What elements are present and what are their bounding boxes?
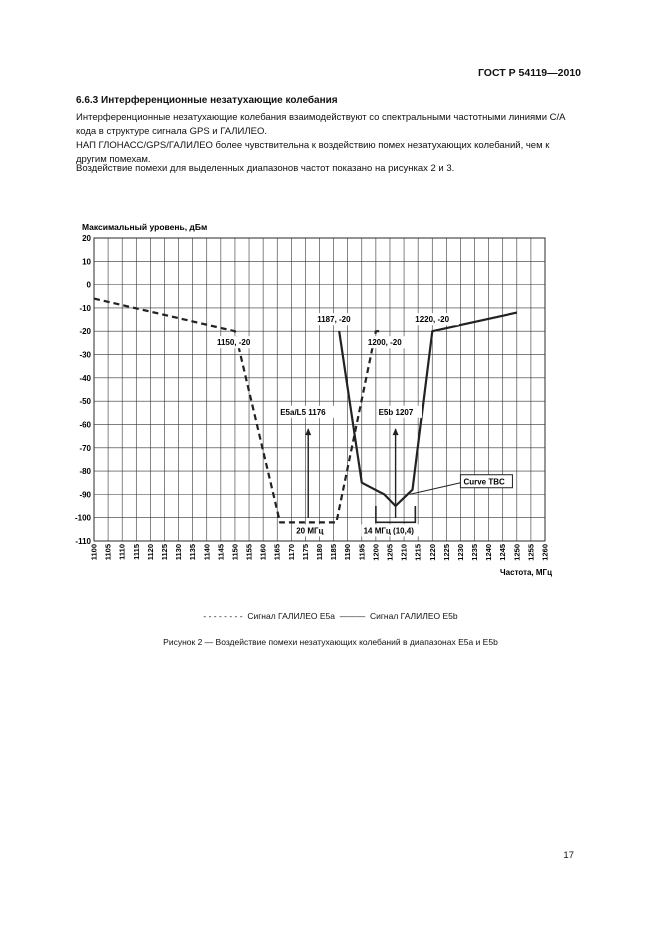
x-tick-label: 1120	[145, 544, 155, 561]
x-tick-label: 1125	[159, 544, 169, 561]
x-tick-label: 1185	[329, 544, 339, 561]
x-tick-label: 1245	[498, 544, 508, 561]
x-tick-label: 1250	[512, 544, 522, 561]
y-tick-label: 0	[86, 280, 91, 290]
y-tick-label: -100	[74, 513, 91, 523]
x-tick-label: 1140	[202, 544, 212, 561]
annotation-label: 1220, -20	[415, 315, 450, 325]
x-tick-label: 1105	[103, 544, 113, 561]
x-tick-label: 1260	[540, 544, 550, 561]
annotation-label: E5b 1207	[378, 407, 414, 417]
curve-tbc-pointer	[410, 483, 461, 495]
annotation-label: 1200, -20	[367, 338, 402, 348]
x-tick-label: 1100	[89, 544, 99, 561]
x-tick-label: 1130	[174, 544, 184, 561]
figure-caption: Рисунок 2 — Воздействие помехи незатухающих колебаний в диапазонах E5a и E5b	[163, 637, 498, 647]
x-tick-label: 1205	[385, 544, 395, 561]
x-tick-label: 1225	[441, 544, 451, 561]
x-tick-label: 1145	[216, 544, 226, 561]
x-tick-label: 1180	[315, 544, 324, 561]
y-axis-label: Максимальный уровень, дБм	[82, 222, 208, 232]
section-heading: 6.6.3 Интерференционные незатухающие колебания	[76, 95, 338, 106]
x-tick-label: 1160	[258, 544, 268, 561]
legend-solid-marker: ———	[339, 611, 366, 621]
chart-annotations	[215, 313, 513, 536]
annotation-label: E5a/L5 1176	[280, 407, 326, 417]
annotation-label: 20 МГц	[296, 526, 324, 536]
paragraph-1: Интерференционные незатухающие колебания взаимодействуют со спектральными частотными линиями C/A кода в структуре сигнала GPS и ГАЛИЛЕО.	[76, 112, 565, 137]
chart-ticks	[75, 234, 550, 561]
x-tick-label: 1175	[300, 544, 310, 561]
annotation-label: 14 МГц (10,4)	[363, 526, 414, 536]
x-tick-label: 1255	[526, 544, 536, 561]
e5b-center-arrow-head	[393, 428, 399, 435]
x-tick-label: 1240	[484, 544, 494, 561]
x-tick-label: 1210	[399, 544, 409, 561]
x-tick-label: 1235	[470, 544, 480, 561]
y-tick-label: -80	[79, 467, 91, 477]
x-tick-label: 1230	[455, 544, 465, 561]
y-tick-label: -60	[79, 420, 91, 430]
y-tick-label: -90	[79, 490, 91, 500]
x-axis-label: Частота, МГц	[500, 568, 552, 577]
page-number: 17	[563, 850, 574, 861]
chart-grid	[94, 238, 545, 541]
annotation-label: 1150, -20	[216, 338, 251, 348]
x-tick-label: 1200	[371, 544, 381, 561]
x-tick-label: 1195	[357, 544, 367, 561]
y-tick-label: 10	[82, 257, 91, 267]
y-tick-label: -30	[79, 350, 91, 360]
y-tick-label: -10	[79, 303, 91, 313]
y-tick-label: -110	[75, 537, 91, 546]
annotation-label: 1187, -20	[317, 315, 351, 325]
x-tick-label: 1215	[413, 544, 423, 561]
x-tick-label: 1220	[427, 544, 437, 561]
x-tick-label: 1155	[244, 544, 254, 561]
annotation-label: Curve TBC	[463, 477, 505, 487]
x-tick-label: 1135	[188, 544, 198, 561]
x-tick-label: 1115	[131, 544, 141, 560]
legend-dashed-marker: - - - - - - - -	[203, 611, 243, 621]
x-tick-label: 1190	[343, 544, 353, 561]
y-tick-label: -20	[79, 327, 91, 337]
y-tick-label: 20	[82, 234, 91, 243]
y-tick-label: -50	[79, 397, 91, 407]
y-tick-label: -70	[79, 443, 91, 453]
e5a-center-arrow-head	[305, 428, 311, 435]
x-tick-label: 1165	[272, 544, 282, 561]
x-tick-label: 1170	[286, 544, 296, 561]
legend-dashed-label: Сигнал ГАЛИЛЕО E5a	[247, 611, 335, 621]
legend-solid-label: Сигнал ГАЛИЛЕО E5b	[369, 611, 458, 621]
x-tick-label: 1150	[230, 544, 240, 561]
y-tick-label: -40	[79, 373, 91, 383]
x-tick-label: 1110	[117, 544, 127, 560]
paragraph-3: Воздействие помехи для выделенных диапазонов частот показано на рисунках 2 и 3.	[76, 163, 455, 174]
paragraph-2: НАП ГЛОНАСС/GPS/ГАЛИЛЕО более чувствительна к воздействию помех незатухающих колебаний, чем к другим помехам.	[76, 140, 550, 165]
chart-legend	[0, 611, 661, 621]
document-id: ГОСТ Р 54119—2010	[477, 67, 581, 79]
